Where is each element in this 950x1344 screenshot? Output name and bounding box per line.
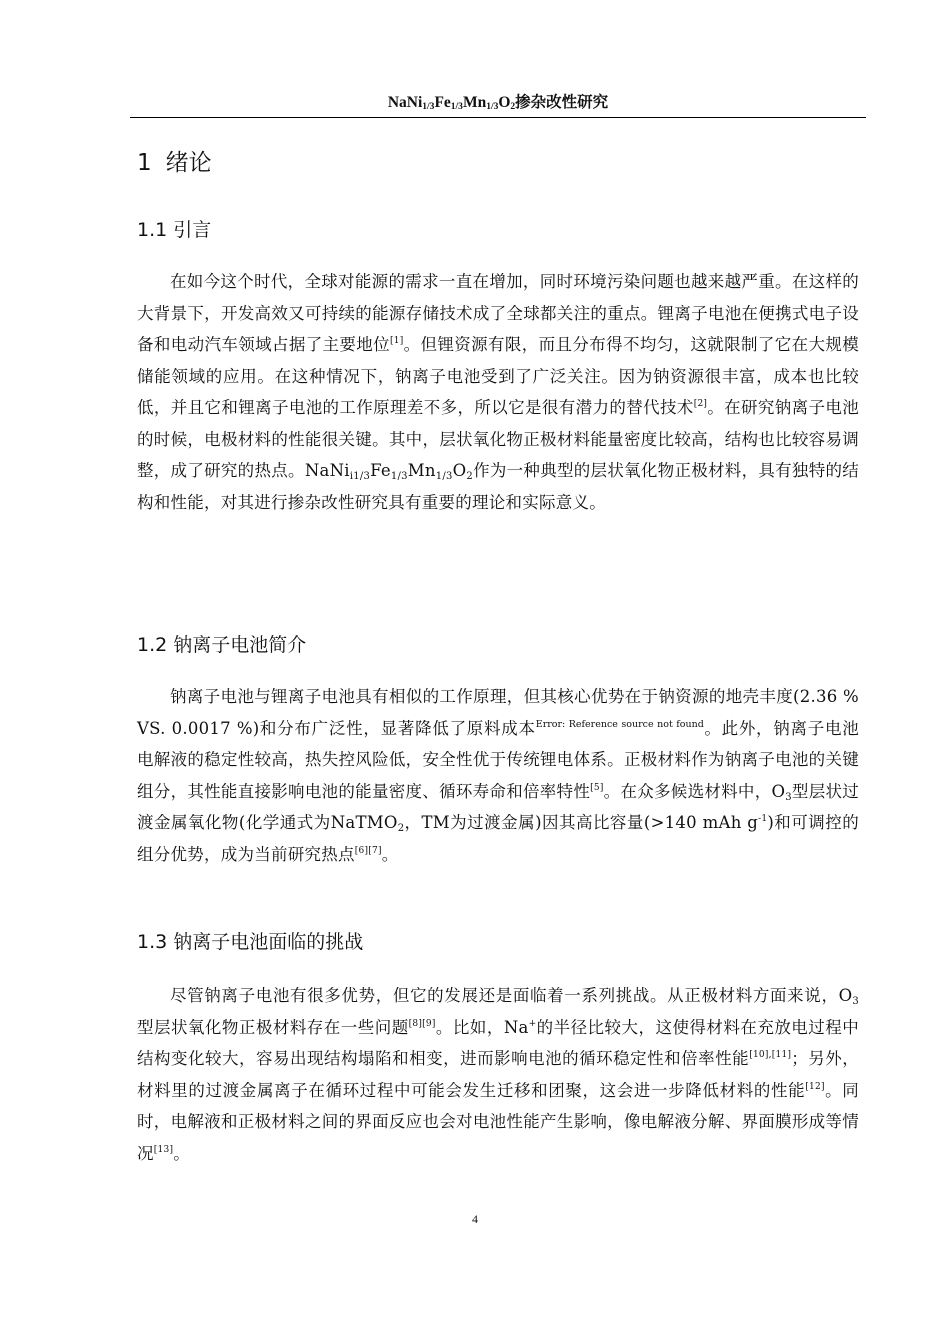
section-heading-1-3 <box>137 929 363 955</box>
reference-error-note: Error: Reference source not found <box>535 718 704 730</box>
page-number: 4 <box>472 1212 478 1226</box>
text-run: 。比如，Na <box>435 1017 529 1037</box>
formula-part: NaNi <box>304 461 350 480</box>
header-fe-subscript: 1/3 <box>450 102 463 112</box>
text-run: 在如今这个时代，全球对能源的需求一直在增加，同时环境污染问题也越来越严重。在这样的大背景下，开发高效又可持续的能源存储技术成了全球都关注的重点。锂离子电池在便携式电子设备和电动汽车领域占据了主要地位 <box>137 272 859 354</box>
citation: [12] <box>805 1081 825 1092</box>
chapter-title: 绪论 <box>165 150 212 176</box>
section-title: 引言 <box>173 219 212 241</box>
running-header <box>130 93 866 117</box>
header-rule <box>130 117 866 118</box>
chapter-number: 1 <box>137 150 152 176</box>
section-number: 1.1 <box>137 219 168 241</box>
formula-part: O <box>452 461 467 480</box>
text-run: 。 <box>173 1143 190 1163</box>
text-run: 。在众多候选材料中，O <box>603 781 786 801</box>
header-na: NaNi <box>387 94 423 111</box>
text-run: 。 <box>381 844 399 864</box>
formula-part: Mn <box>407 461 436 480</box>
citation: [13] <box>153 1144 174 1155</box>
text-run: 的半径比较大，这使得材料在充放电过程中结构变化较大，容易出现结构塌陷和相变，进而影响电池的循环稳定性和倍率性能 <box>137 1017 859 1068</box>
header-fe: Fe <box>434 94 451 111</box>
ion-charge-superscript: + <box>528 1018 537 1029</box>
citation: [8][9] <box>408 1018 436 1029</box>
section-number: 1.2 <box>137 634 168 656</box>
header-title-suffix: 掺杂改性研究 <box>515 94 609 111</box>
text-run: )和可调控的组分优势，成为当前研究热点 <box>137 813 859 864</box>
header-o: O <box>498 94 511 111</box>
citation: [10],[11] <box>749 1050 792 1060</box>
citation: [2] <box>693 399 708 409</box>
formula-subscript: 1/3 <box>435 471 453 482</box>
section-title: 钠离子电池面临的挑战 <box>173 931 364 953</box>
text-run: 型层状氧化物正极材料存在一些问题 <box>137 1017 409 1037</box>
paragraph-challenges <box>137 980 859 1169</box>
section-heading-1-2 <box>137 632 306 658</box>
section-heading-1-1 <box>137 217 211 243</box>
text-run: 作为一种典型的层状氧化物正极材料，具有独特的结构和性能，对其进行掺杂改性研究具有重要的理论和实际意义。 <box>137 461 860 512</box>
paragraph-sodium-battery-intro <box>137 681 859 870</box>
header-o-subscript: 2 <box>510 102 516 112</box>
text-run: 。同时，电解液和正极材料之间的界面反应也会对电池性能产生影响，像电解液分解、界面膜形成等情况 <box>137 1080 860 1163</box>
text-run: 。在研究钠离子电池的时候，电极材料的性能很关键。其中，层状氧化物正极材料能量密度比较高，结构也比较容易调整，成了研究的热点。 <box>137 398 860 480</box>
header-mn-subscript: 1/3 <box>486 102 499 112</box>
text-run: 型层状过渡金属氧化物(化学通式为NaTMO <box>137 781 860 832</box>
formula-part: Fe <box>370 461 391 480</box>
formula-subscript: 2 <box>397 823 405 834</box>
text-run: 。此外，钠离子电池电解液的稳定性较高，热失控风险低，安全性优于传统锂电体系。正极材料作为钠离子电池的关键组分，其性能直接影响电池的能量密度、循环寿命和倍率特性 <box>137 718 860 801</box>
formula-subscript: 2 <box>466 471 474 482</box>
formula-subscript: i1/3 <box>349 471 371 482</box>
formula-subscript: 1/3 <box>390 471 408 482</box>
text-run: 尽管钠离子电池有很多优势，但它的发展还是面临着一系列挑战。从正极材料方面来说，O <box>170 986 853 1005</box>
citation: [6][7] <box>354 845 382 856</box>
header-ni-subscript: 1/3 <box>422 102 435 112</box>
section-number: 1.3 <box>137 931 168 953</box>
header-mn: Mn <box>462 94 487 111</box>
section-title: 钠离子电池简介 <box>173 634 307 656</box>
unit-superscript: -1 <box>758 814 768 824</box>
citation: [5] <box>590 782 604 793</box>
text-run: 。但锂资源有限，而且分布得不均匀，这就限制了它在大规模储能领域的应用。在这种情况下，钠离子电池受到了广泛关注。因为钠资源很丰富，成本也比较低，并且它和锂离子电池的工作原理差不多，所以它是很有潜力的替代技术 <box>137 335 860 417</box>
paragraph-introduction <box>137 266 859 518</box>
text-run: ；另外，材料里的过渡金属离子在循环过程中可能会发生迁移和团聚，这会进一步降低材料的性能 <box>137 1049 860 1100</box>
formula-subscript: 3 <box>785 791 792 803</box>
formula-subscript: 3 <box>852 996 859 1007</box>
text-run: ，TM为过渡金属)因其高比容量(>140 mAh g <box>404 813 759 832</box>
citation: [1] <box>390 336 404 346</box>
chapter-heading <box>137 148 212 178</box>
text-run: 钠离子电池与锂离子电池具有相似的工作原理，但其核心优势在于钠资源的地壳丰度(2.36 % VS. 0.0017 %)和分布广泛性，显著降低了原料成本 <box>137 687 859 738</box>
